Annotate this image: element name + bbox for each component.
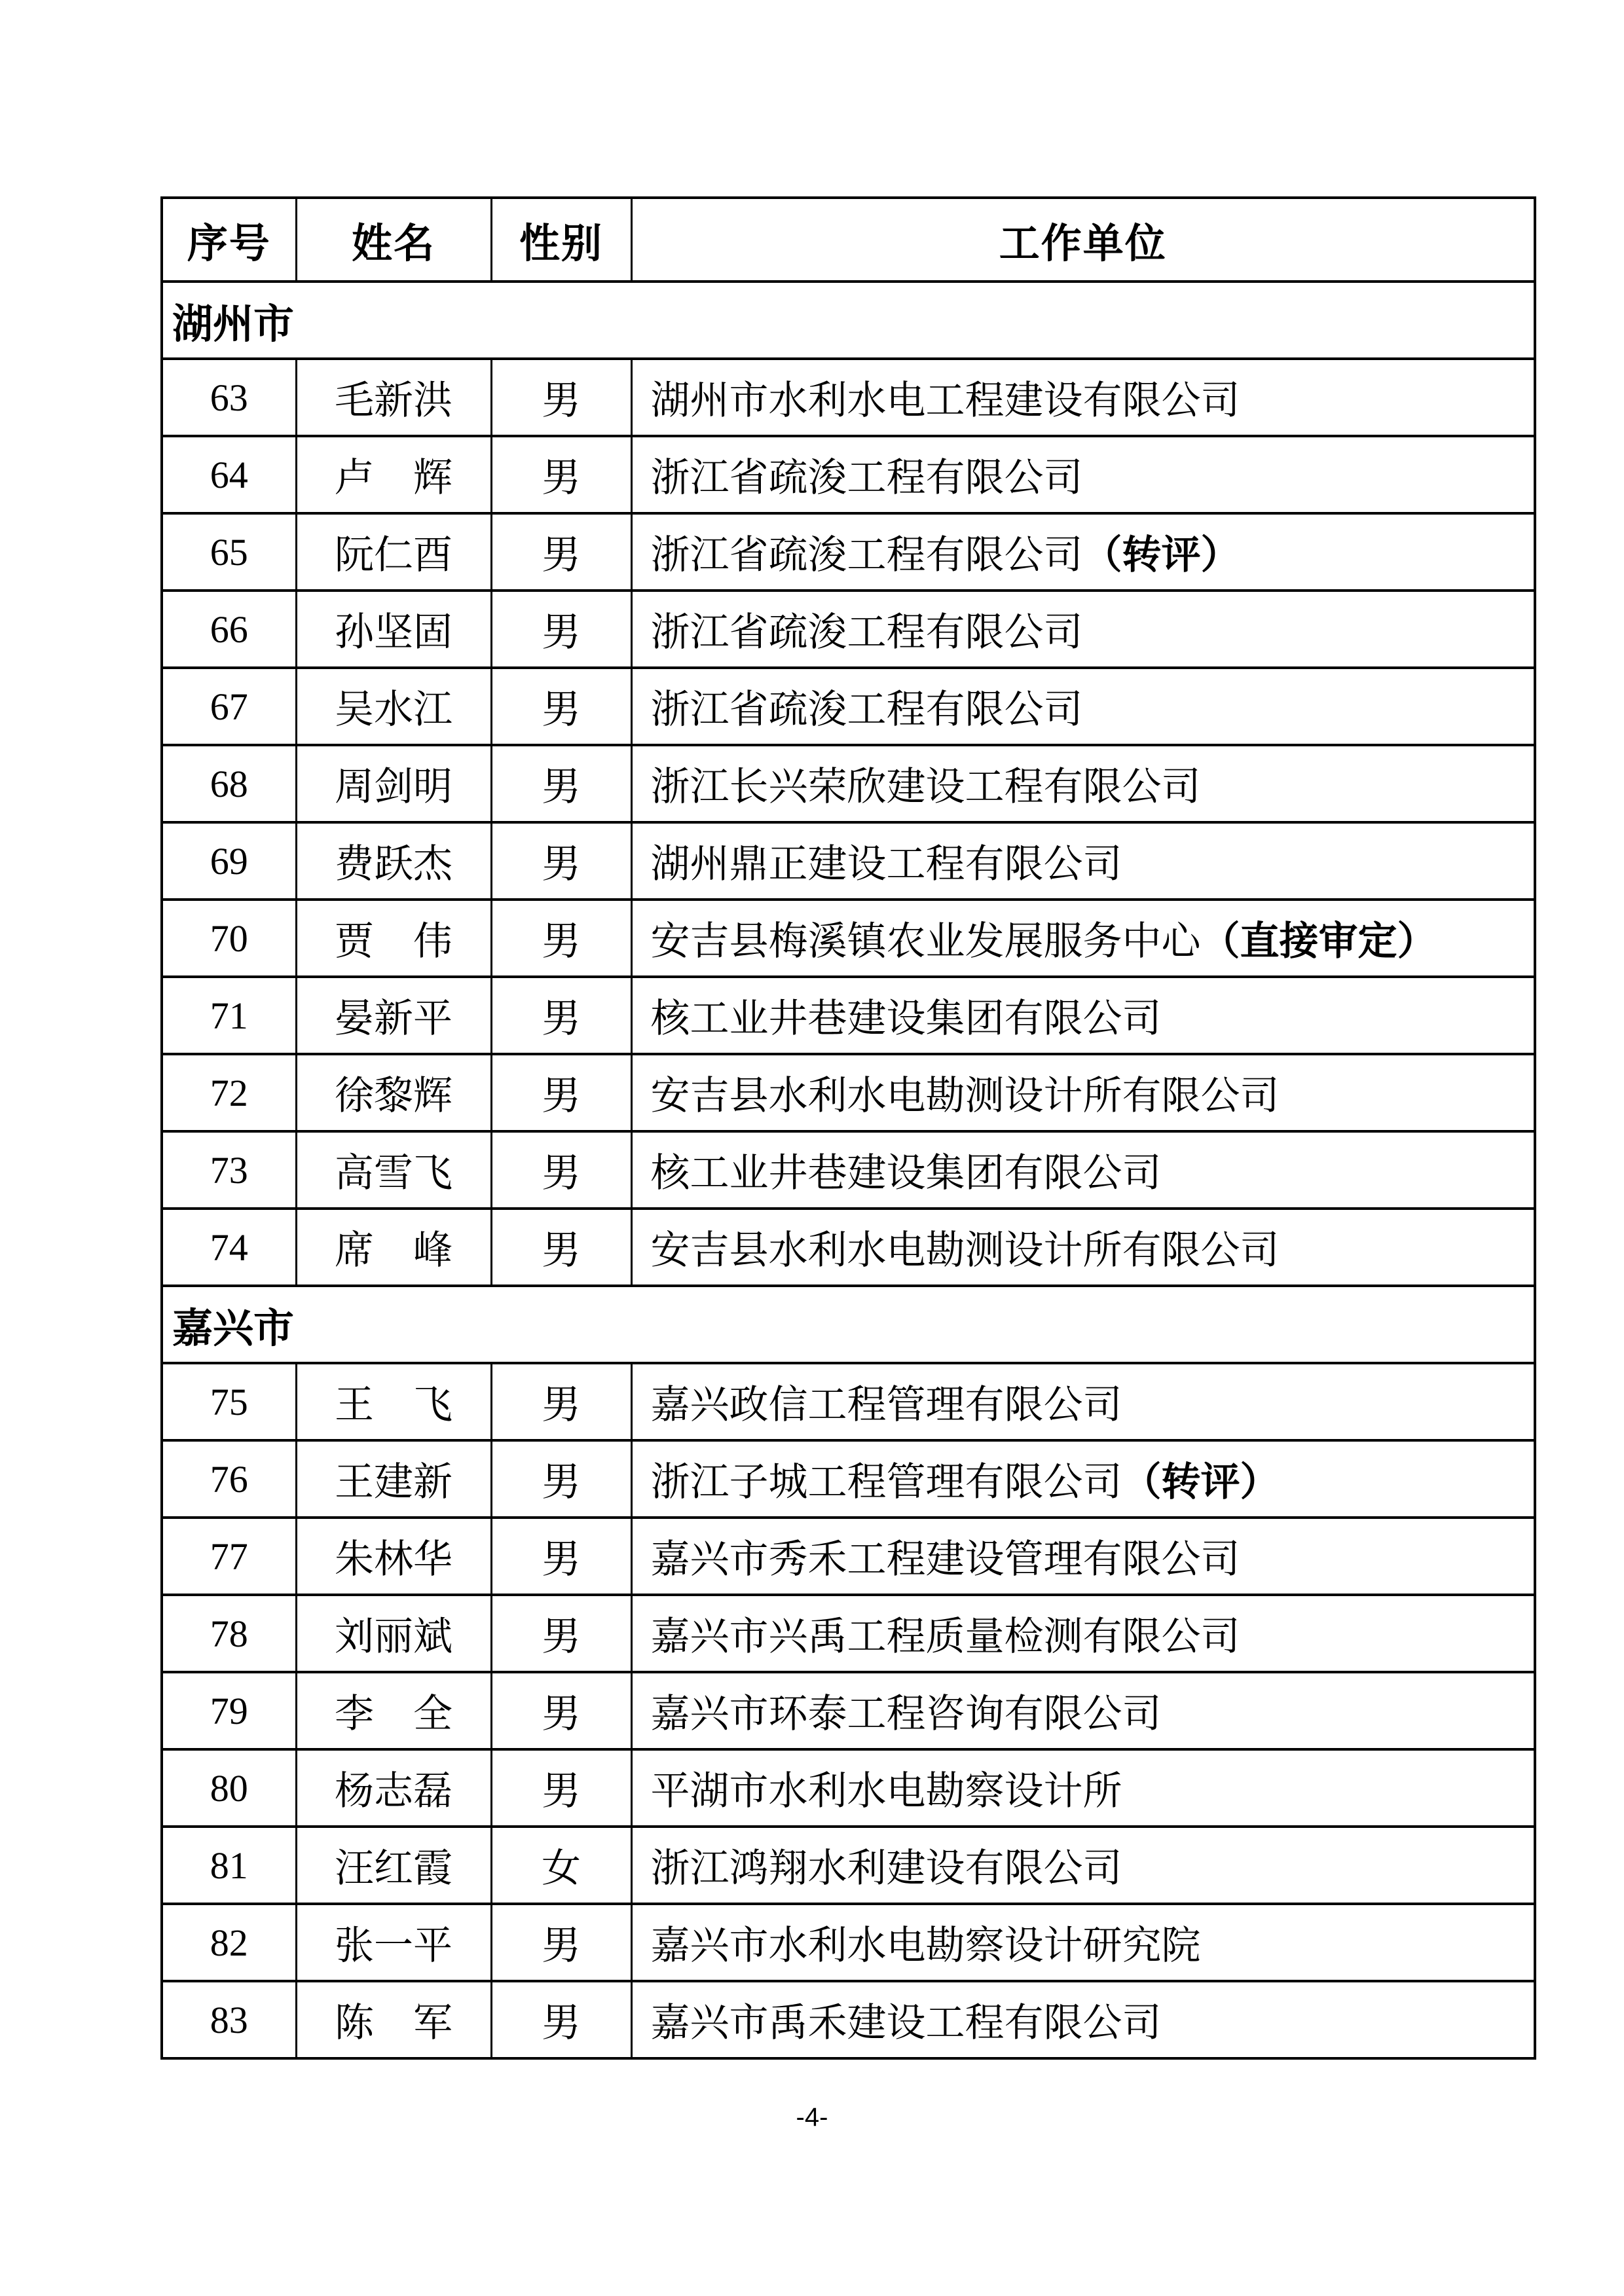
cell-serial-number: 78 <box>162 1595 296 1672</box>
table-row <box>162 900 1535 977</box>
cell-serial-number: 73 <box>162 1131 296 1209</box>
cell-name: 晏新平 <box>296 977 491 1054</box>
cell-gender: 男 <box>491 1981 631 2058</box>
work-unit-text: 浙江鸿翔水利建设有限公司 <box>650 1847 1122 1890</box>
cell-gender: 男 <box>491 900 631 977</box>
cell-serial-number: 71 <box>162 977 296 1054</box>
cell-name: 席 峰 <box>296 1209 491 1286</box>
table-row <box>162 745 1535 822</box>
work-unit-text: 核工业井巷建设集团有限公司 <box>650 997 1162 1040</box>
table-row <box>162 1518 1535 1595</box>
cell-work-unit <box>631 977 1535 1054</box>
cell-gender: 男 <box>491 513 631 591</box>
cell-work-unit <box>631 1131 1535 1209</box>
cell-gender: 男 <box>491 1749 631 1827</box>
work-unit-text: 湖州市水利水电工程建设有限公司 <box>650 379 1240 422</box>
work-unit-text: 平湖市水利水电勘察设计所 <box>650 1770 1122 1813</box>
cell-gender: 男 <box>491 1595 631 1672</box>
cell-name: 费跃杰 <box>296 822 491 900</box>
work-unit-text: 浙江省疏浚工程有限公司 <box>650 688 1083 731</box>
table-body <box>162 282 1535 2058</box>
cell-serial-number: 69 <box>162 822 296 900</box>
work-unit-note: （直接审定） <box>1200 920 1437 963</box>
cell-serial-number: 72 <box>162 1054 296 1131</box>
work-unit-text: 嘉兴市环泰工程咨询有限公司 <box>650 1692 1162 1736</box>
table-row <box>162 977 1535 1054</box>
section-city-label: 湖州市 <box>162 282 1535 359</box>
cell-name: 毛新洪 <box>296 359 491 436</box>
cell-gender: 男 <box>491 745 631 822</box>
cell-work-unit <box>631 1595 1535 1672</box>
cell-name: 王 飞 <box>296 1363 491 1440</box>
table-row <box>162 1209 1535 1286</box>
cell-work-unit <box>631 1749 1535 1827</box>
cell-work-unit <box>631 1054 1535 1131</box>
cell-gender: 男 <box>491 591 631 668</box>
cell-gender: 男 <box>491 822 631 900</box>
work-unit-text: 浙江长兴荣欣建设工程有限公司 <box>650 765 1201 809</box>
cell-gender: 男 <box>491 1131 631 1209</box>
cell-serial-number: 82 <box>162 1904 296 1981</box>
cell-serial-number: 65 <box>162 513 296 591</box>
table-row <box>162 1827 1535 1904</box>
section-city-label: 嘉兴市 <box>162 1286 1535 1363</box>
work-unit-note: （转评） <box>1082 534 1240 577</box>
cell-work-unit <box>631 1981 1535 2058</box>
table-row <box>162 1672 1535 1749</box>
cell-gender: 男 <box>491 436 631 513</box>
cell-work-unit <box>631 1440 1535 1518</box>
page-number: -4- <box>796 2103 828 2132</box>
cell-name: 李 全 <box>296 1672 491 1749</box>
cell-name: 杨志磊 <box>296 1749 491 1827</box>
cell-gender: 男 <box>491 359 631 436</box>
cell-serial-number: 74 <box>162 1209 296 1286</box>
work-unit-text: 安吉县梅溪镇农业发展服务中心 <box>650 920 1201 963</box>
cell-gender: 男 <box>491 668 631 745</box>
cell-name: 阮仁酉 <box>296 513 491 591</box>
cell-name: 孙坚固 <box>296 591 491 668</box>
cell-serial-number: 79 <box>162 1672 296 1749</box>
cell-gender: 男 <box>491 977 631 1054</box>
table-row <box>162 668 1535 745</box>
cell-name: 吴水江 <box>296 668 491 745</box>
table-row <box>162 1054 1535 1131</box>
cell-gender: 男 <box>491 1672 631 1749</box>
cell-name: 周剑明 <box>296 745 491 822</box>
cell-work-unit <box>631 591 1535 668</box>
cell-name: 王建新 <box>296 1440 491 1518</box>
cell-serial-number: 68 <box>162 745 296 822</box>
cell-work-unit <box>631 900 1535 977</box>
cell-gender: 女 <box>491 1827 631 1904</box>
cell-name: 高雪飞 <box>296 1131 491 1209</box>
cell-work-unit <box>631 436 1535 513</box>
cell-serial-number: 76 <box>162 1440 296 1518</box>
cell-serial-number: 67 <box>162 668 296 745</box>
cell-work-unit <box>631 822 1535 900</box>
cell-name: 刘丽斌 <box>296 1595 491 1672</box>
column-header-name: 姓名 <box>296 198 491 282</box>
work-unit-text: 浙江省疏浚工程有限公司 <box>650 534 1083 577</box>
cell-name: 卢 辉 <box>296 436 491 513</box>
cell-serial-number: 66 <box>162 591 296 668</box>
cell-serial-number: 81 <box>162 1827 296 1904</box>
table-row <box>162 591 1535 668</box>
work-unit-text: 嘉兴市秀禾工程建设管理有限公司 <box>650 1538 1240 1581</box>
cell-name: 张一平 <box>296 1904 491 1981</box>
cell-name: 汪红霞 <box>296 1827 491 1904</box>
cell-serial-number: 83 <box>162 1981 296 2058</box>
work-unit-text: 安吉县水利水电勘测设计所有限公司 <box>650 1074 1280 1118</box>
cell-name: 徐黎辉 <box>296 1054 491 1131</box>
cell-serial-number: 70 <box>162 900 296 977</box>
cell-name: 陈 军 <box>296 1981 491 2058</box>
column-header-gender: 性别 <box>491 198 631 282</box>
cell-work-unit <box>631 1209 1535 1286</box>
table-row <box>162 1981 1535 2058</box>
table-row <box>162 822 1535 900</box>
work-unit-text: 湖州鼎正建设工程有限公司 <box>650 843 1122 886</box>
table-row <box>162 1595 1535 1672</box>
section-row <box>162 1286 1535 1363</box>
cell-serial-number: 80 <box>162 1749 296 1827</box>
roster-table <box>160 196 1536 2060</box>
table-row <box>162 513 1535 591</box>
table-header-row <box>162 198 1535 282</box>
cell-gender: 男 <box>491 1518 631 1595</box>
column-header-work-unit: 工作单位 <box>631 198 1535 282</box>
table-row <box>162 1363 1535 1440</box>
cell-work-unit <box>631 1363 1535 1440</box>
work-unit-text: 安吉县水利水电勘测设计所有限公司 <box>650 1229 1280 1272</box>
table-row <box>162 436 1535 513</box>
work-unit-text: 浙江省疏浚工程有限公司 <box>650 456 1083 500</box>
table-row <box>162 359 1535 436</box>
table-row <box>162 1131 1535 1209</box>
table-row <box>162 1749 1535 1827</box>
cell-serial-number: 64 <box>162 436 296 513</box>
section-row <box>162 282 1535 359</box>
work-unit-text: 嘉兴市兴禹工程质量检测有限公司 <box>650 1615 1240 1658</box>
cell-gender: 男 <box>491 1904 631 1981</box>
cell-name: 朱林华 <box>296 1518 491 1595</box>
work-unit-text: 嘉兴市禹禾建设工程有限公司 <box>650 2001 1162 2045</box>
cell-gender: 男 <box>491 1363 631 1440</box>
work-unit-text: 核工业井巷建设集团有限公司 <box>650 1152 1162 1195</box>
cell-work-unit <box>631 359 1535 436</box>
cell-work-unit <box>631 1672 1535 1749</box>
cell-serial-number: 75 <box>162 1363 296 1440</box>
work-unit-text: 浙江子城工程管理有限公司 <box>650 1461 1122 1504</box>
cell-gender: 男 <box>491 1209 631 1286</box>
cell-work-unit <box>631 513 1535 591</box>
work-unit-text: 嘉兴市水利水电勘察设计研究院 <box>650 1924 1201 1967</box>
work-unit-text: 嘉兴政信工程管理有限公司 <box>650 1383 1122 1427</box>
cell-work-unit <box>631 668 1535 745</box>
cell-work-unit <box>631 1904 1535 1981</box>
cell-serial-number: 63 <box>162 359 296 436</box>
cell-work-unit <box>631 1827 1535 1904</box>
table-row <box>162 1440 1535 1518</box>
cell-name: 贾 伟 <box>296 900 491 977</box>
column-header-serial-number: 序号 <box>162 198 296 282</box>
cell-gender: 男 <box>491 1054 631 1131</box>
cell-serial-number: 77 <box>162 1518 296 1595</box>
table-row <box>162 1904 1535 1981</box>
cell-work-unit <box>631 745 1535 822</box>
cell-work-unit <box>631 1518 1535 1595</box>
cell-gender: 男 <box>491 1440 631 1518</box>
work-unit-text: 浙江省疏浚工程有限公司 <box>650 611 1083 654</box>
work-unit-note: （转评） <box>1122 1461 1280 1504</box>
